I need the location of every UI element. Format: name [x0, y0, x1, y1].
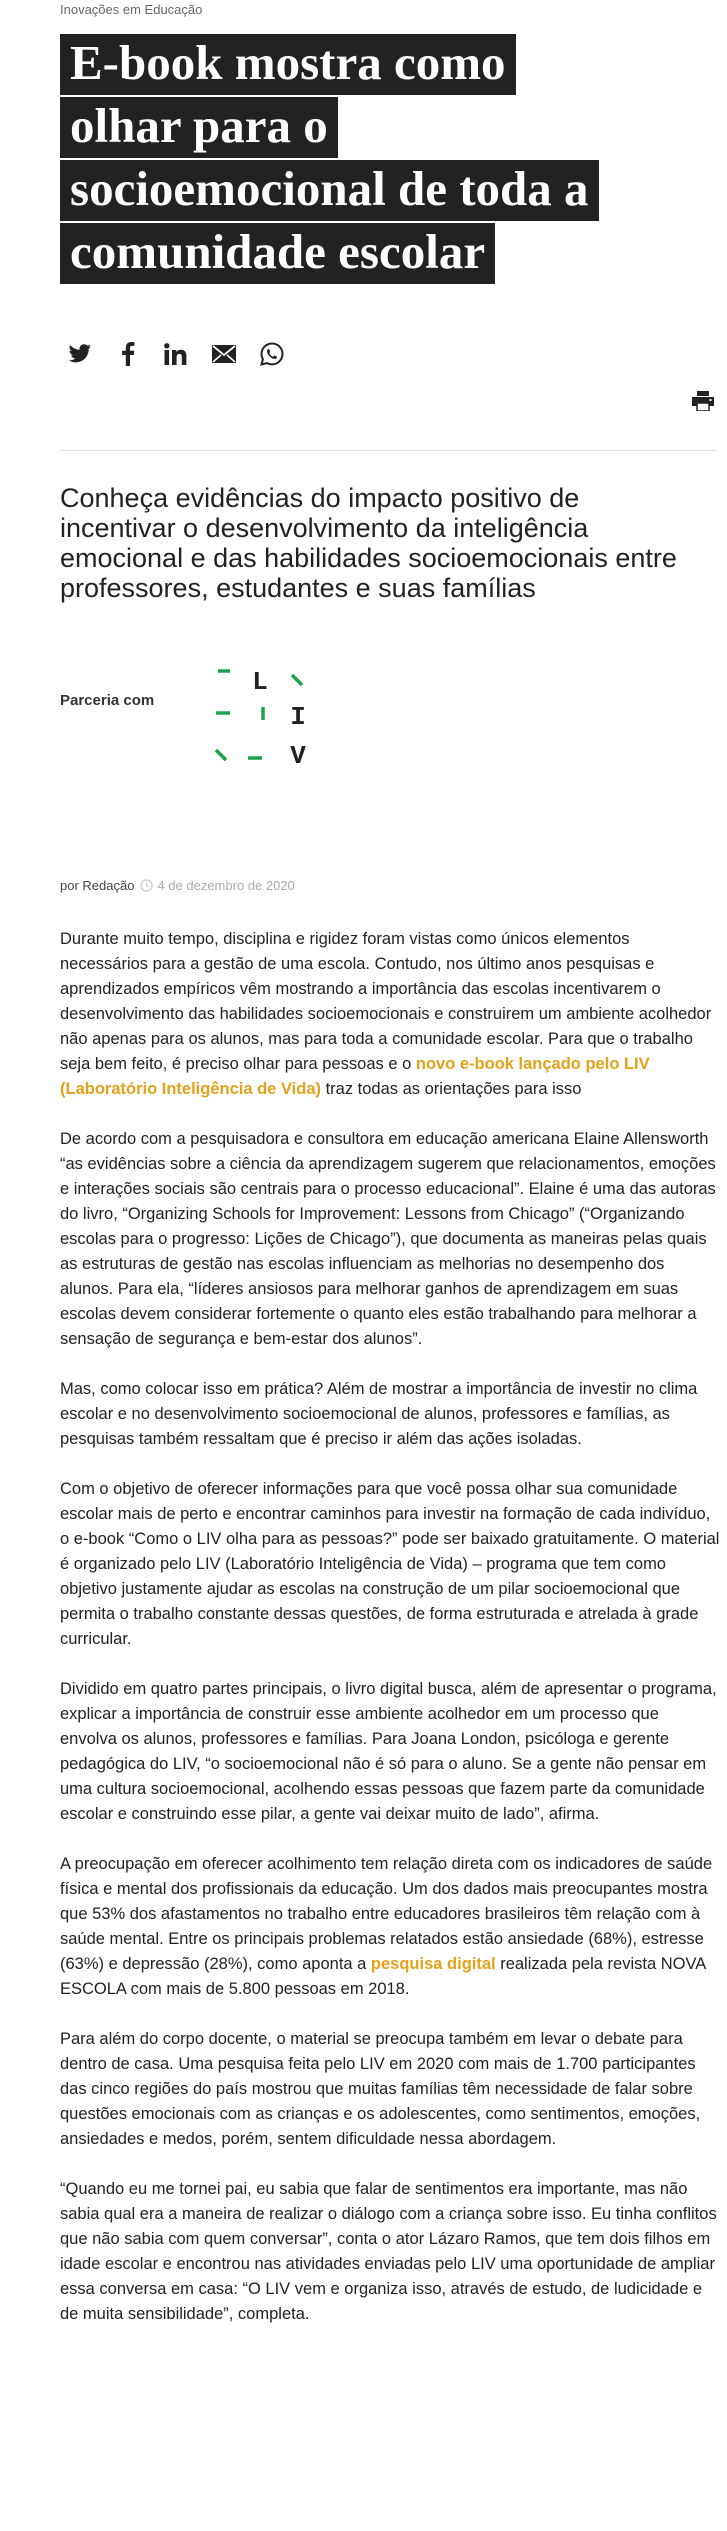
twitter-icon[interactable] [66, 340, 94, 368]
email-icon[interactable] [210, 340, 238, 368]
article-lead: Conheça evidências do impacto positivo de incentivar o desenvolvimento da inteligência emocional e das habilidades socioemocionais entre professores, estudantes e suas famílias [60, 483, 677, 603]
paragraph: Mas, como colocar isso em prática? Além de mostrar a importância de investir no clima escolar e no desenvolvimento socioemocional de alunos, professores e famílias, as pesquisas também ressaltam que é preciso ir além das ações isoladas. [60, 1380, 698, 1448]
byline [60, 878, 295, 893]
publish-date: 4 de dezembro de 2020 [157, 878, 295, 893]
paragraph: “Quando eu me tornei pai, eu sabia que falar de sentimentos era importante, mas não sabia qual era a maneira de realizar o diálogo com a criança sobre isso. Eu tinha conflitos que não sabia com quem conversar”, conta o ator Lázaro Ramos, que tem dois filhos em idade escolar e encontrou nas atividades enviadas pelo LIV uma oportunidade de ampliar essa conversa em casa: “O LIV vem e organiza isso, através de estudo, de ludicidade e de muita sensibilidade”, completa. [60, 2180, 717, 2323]
paragraph: De acordo com a pesquisadora e consultora em educação americana Elaine Allensworth “as evidências sobre a ciência da aprendizagem sugerem que relacionamentos, emoções e interações sociais são centrais para o processo educacional”. Elaine é uma das autoras do livro, “Organizing Schools for Improvement: Lessons from Chicago” (“Organizando escolas para o progresso: Lições de Chicago”), que documenta as maneiras pelas quais as estruturas de gestão nas escolas influenciam as melhorias no desempenho dos alunos. Para ela, “líderes ansiosos para melhorar ganhos de aprendizagem em suas escolas devem considerar fortemente o quanto eles estão trabalhando para melhorar a sensação de segurança e bem-estar dos alunos”. [60, 1130, 716, 1348]
headline [60, 34, 700, 286]
paragraph: Com o objetivo de oferecer informações para que você possa olhar sua comunidade escolar mais de perto e encontrar caminhos para investir na formação de cada indivíduo, o e-book “Como o LIV olha para as pessoas?” pode ser baixado gratuitamente. O material é organizado pelo LIV (Laboratório Inteligência de Vida) – programa que tem como objetivo justamente ajudar as escolas na construção de um pilar socioemocional que permita o trabalho constante dessas questões, de forma estruturada e atrelada à grade curricular. [60, 1480, 720, 1648]
facebook-icon[interactable] [114, 340, 142, 368]
headline-line: comunidade escolar [60, 223, 495, 284]
liv-logo[interactable] [210, 665, 320, 775]
headline-line: socioemocional de toda a [60, 160, 599, 221]
ebook-link[interactable]: novo e-book lançado pelo LIV (Laboratório Inteligência de Vida) [60, 1055, 650, 1098]
share-bar [66, 340, 306, 368]
paragraph: Dividido em quatro partes principais, o livro digital busca, além de apresentar o programa, explicar a importância de construir esse ambiente acolhedor em um processo que envolva os alunos, professores e famílias. Para Joana London, psicóloga e gerente pedagógica do LIV, “o socioemocional não é só para o aluno. Se a gente não pensar em uma cultura socioemocional, acolhendo essas pessoas que fazem parte da comunidade escolar e construindo esse pilar, a gente vai deixar muito de lado”, afirma. [60, 1680, 717, 1823]
headline-line: olhar para o [60, 97, 338, 158]
whatsapp-icon[interactable] [258, 340, 286, 368]
author[interactable]: por Redação [60, 878, 135, 893]
divider [60, 450, 717, 451]
survey-link[interactable]: pesquisa digital [370, 1955, 496, 1973]
partner-label: Parceria com [60, 692, 155, 709]
logo-letter-i: I [290, 702, 306, 732]
headline-line: E-book mostra como [60, 34, 516, 95]
print-icon[interactable] [690, 388, 716, 414]
section-tag[interactable]: Inovações em Educação [60, 2, 203, 17]
logo-letter-v: V [290, 741, 306, 771]
paragraph: A preocupação em oferecer acolhimento tem relação direta com os indicadores de saúde física e mental dos profissionais da educação. Um dos dados mais preocupantes mostra que 53% dos afastamentos no trabalho entre educadores brasileiros têm relação com à saúde mental. Entre os principais problemas relatados estão ansiedade (68%), estresse (63%) e depressão (28%), como aponta a pesquisa digital realizada pela revista NOVA ESCOLA com mais de 5.800 pessoas em 2018. [60, 1855, 713, 1998]
logo-letter-l: L [252, 667, 268, 697]
article-body [60, 927, 720, 2352]
paragraph: Durante muito tempo, disciplina e rigidez foram vistas como únicos elementos necessários para a gestão de uma escola. Contudo, nos último anos pesquisas e aprendizados empíricos vêm mostrando a importância das escolas incentivarem o desenvolvimento das habilidades socioemocionais e construirem um ambiente acolhedor não apenas para os alunos, mas para toda a comunidade escolar. Para que o trabalho seja bem feito, é preciso olhar para pessoas e o novo e-book lançado pelo LIV (Laboratório Inteligência de Vida) traz todas as orientações para isso [60, 930, 712, 1098]
partner-block [60, 667, 306, 771]
linkedin-icon[interactable] [162, 340, 190, 368]
clock-icon [140, 879, 153, 892]
paragraph: Para além do corpo docente, o material se preocupa também em levar o debate para dentro de casa. Uma pesquisa feita pelo LIV em 2020 com mais de 1.700 participantes das cinco regiões do país mostrou que muitas famílias têm necessidade de falar sobre questões emocionais com as crianças e os adolescentes, como sentimentos, emoções, ansiedades e medos, porém, sentem dificuldade nessa abordagem. [60, 2030, 701, 2148]
